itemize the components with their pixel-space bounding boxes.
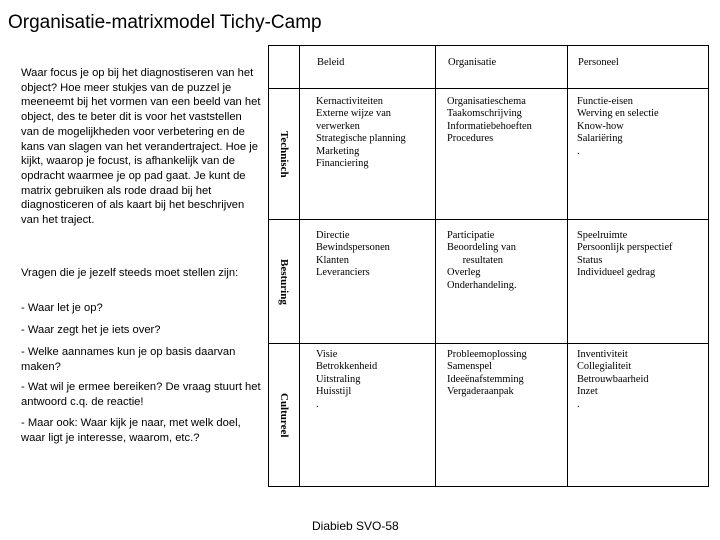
question-3: - Welke aannames kun je op basis daarvan maken? (21, 346, 236, 373)
cell-technisch-organisatie: Organisatieschema Taakomschrijving Informatiebehoeften Procedures (447, 96, 532, 145)
row-label-besturing: Besturing (278, 258, 290, 305)
matrix-divider-horizontal-2 (269, 219, 708, 220)
row-header-technisch (269, 89, 299, 219)
question-2: - Waar zegt het je iets over? (21, 324, 161, 336)
row-label-cultureel: Cultureel (278, 392, 290, 438)
matrix-divider-horizontal-1 (269, 88, 708, 89)
question-4: - Wat wil je ermee bereiken? De vraag stuurt het antwoord c.q. de reactie! (21, 381, 261, 408)
matrix-divider-horizontal-3 (269, 343, 708, 344)
cell-besturing-organisatie: Participatie Beoordeling van resultaten Overleg Onderhandeling. (447, 230, 517, 291)
question-5: - Maar ook: Waar kijk je naar, met welk doel, waar ligt je interesse, waarom, etc.? (21, 417, 241, 444)
cell-cultureel-organisatie: Probleemoplossing Samenspel Ideeënafstemming Vergaderaanpak (447, 349, 527, 398)
cell-technisch-beleid: Kernactiviteiten Externe wijze van verwerken Strategische planning Marketing Financiering (316, 96, 406, 170)
cell-besturing-beleid: Directie Bewindspersonen Klanten Leveranciers (316, 230, 390, 279)
question-1: - Waar let je op? (21, 302, 103, 314)
column-header-beleid: Beleid (317, 57, 345, 68)
matrix-divider-vertical-1 (299, 46, 300, 486)
matrix-divider-vertical-2 (435, 46, 436, 486)
matrix-divider-vertical-3 (567, 46, 568, 486)
column-header-organisatie: Organisatie (448, 57, 497, 68)
organisation-matrix (268, 45, 709, 487)
row-label-technisch: Technisch (278, 130, 290, 178)
row-header-cultureel (269, 344, 299, 486)
intro-paragraph: Waar focus je op bij het diagnostiseren van het object? Hoe meer stukjes van de puzzel je meeneemt bij het vormen van een beeld van het object, des te beter dit is voor het vaststellen van de mogelijkheden voor verbetering en de kans van slagen van het verandertraject. Hoe je kijkt, waarop je focust, is afhankelijk van de opdracht waarmee je op pad gaat. Je kunt de matrix gebruiken als rode draad bij het diagnosticeren of als kaart bij het beschrijven van het traject. (21, 67, 261, 227)
cell-cultureel-personeel: Inventiviteit Collegialiteit Betrouwbaarheid Inzet . (577, 349, 649, 410)
page-title: Organisatie-matrixmodel Tichy-Camp (8, 12, 322, 33)
row-header-besturing (269, 220, 299, 343)
column-header-personeel: Personeel (578, 57, 619, 68)
cell-besturing-personeel: Speelruimte Persoonlijk perspectief Status Individueel gedrag (577, 230, 673, 279)
footer-caption: Diabieb SVO-58 (312, 519, 399, 533)
questions-intro: Vragen die je jezelf steeds moet stellen zijn: (21, 267, 239, 279)
cell-technisch-personeel: Functie-eisen Werving en selectie Know-how Salariëring . (577, 96, 659, 157)
cell-cultureel-beleid: Visie Betrokkenheid Uitstraling Huisstijl . (316, 349, 378, 410)
